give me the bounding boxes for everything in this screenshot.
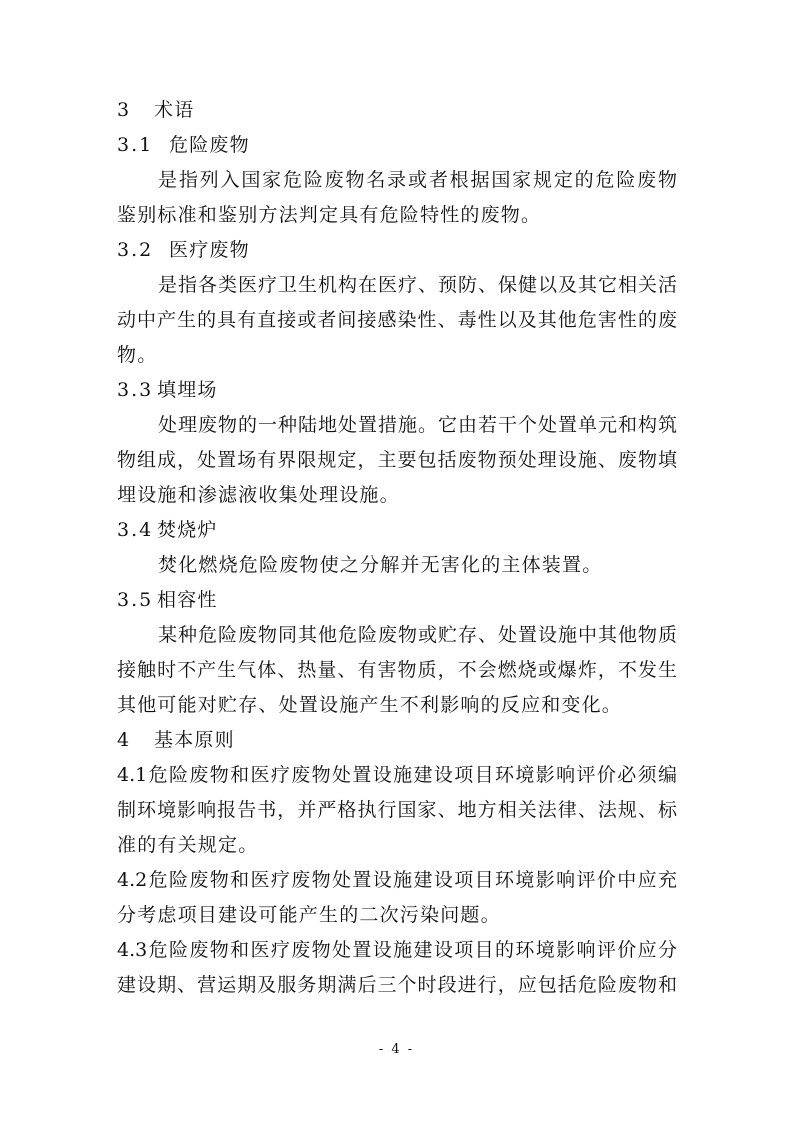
paragraph-line: 鉴别标准和鉴别方法判定具有危险特性的废物。 <box>117 204 542 226</box>
paragraph-line: 焚化燃烧危险废物使之分解并无害化的主体装置。 <box>158 554 603 576</box>
paragraph-line: 4.2危险废物和医疗废物处置设施建设项目环境影响评价中应充 <box>117 869 677 891</box>
paragraph-line: 是指列入国家危险废物名录或者根据国家规定的危险废物 <box>158 169 677 191</box>
section-title: 填埋场 <box>157 379 218 401</box>
paragraph-line: 其他可能对贮存、处置设施产生不利影响的反应和变化。 <box>117 694 623 716</box>
section-title: 危险废物 <box>169 134 250 156</box>
section-3-3-heading <box>117 378 677 402</box>
section-4-heading <box>117 728 677 752</box>
paragraph-line: 接触时不产生气体、热量、有害物质，不会燃烧或爆炸，不发生 <box>117 659 677 681</box>
section-number: 3.3 <box>117 379 154 401</box>
section-3-heading <box>117 98 677 122</box>
section-3-5-heading <box>117 588 677 612</box>
paragraph-line: 物。 <box>117 344 158 366</box>
section-number: 3 <box>117 99 132 121</box>
paragraph-line: 4.1危险废物和医疗废物处置设施建设项目环境影响评价必须编 <box>117 764 677 786</box>
section-title: 基本原则 <box>154 729 235 751</box>
paragraph-line: 处理废物的一种陆地处置措施。它由若干个处置单元和构筑 <box>158 414 677 436</box>
paragraph-line: 埋设施和渗滤液收集处理设施。 <box>117 484 400 506</box>
section-3-2-heading <box>117 238 677 262</box>
page-number: - 4 - <box>378 1042 415 1057</box>
section-title: 术语 <box>154 99 195 121</box>
paragraph-line: 准的有关规定。 <box>117 834 259 856</box>
section-title: 医疗废物 <box>169 239 250 261</box>
paragraph-line: 动中产生的具有直接或者间接感染性、毒性以及其他危害性的废 <box>117 309 677 331</box>
section-3-4-heading <box>117 518 677 542</box>
section-number: 3.4 <box>117 519 154 541</box>
section-title: 相容性 <box>157 589 218 611</box>
section-number: 3.1 <box>117 134 154 156</box>
section-3-1-heading <box>117 133 677 157</box>
paragraph-line: 制环境影响报告书，并严格执行国家、地方相关法律、法规、标 <box>117 799 677 821</box>
section-number: 3.2 <box>117 239 154 261</box>
paragraph-line: 分考虑项目建设可能产生的二次污染问题。 <box>117 904 501 926</box>
paragraph-line: 物组成，处置场有界限规定，主要包括废物预处理设施、废物填 <box>117 449 677 471</box>
paragraph-line: 是指各类医疗卫生机构在医疗、预防、保健以及其它相关活 <box>158 274 677 296</box>
paragraph-line: 建设期、营运期及服务期满后三个时段进行，应包括危险废物和 <box>117 974 677 996</box>
section-title: 焚烧炉 <box>157 519 218 541</box>
paragraph-line: 某种危险废物同其他危险废物或贮存、处置设施中其他物质 <box>158 624 677 646</box>
section-number: 3.5 <box>117 589 154 611</box>
section-number: 4 <box>117 729 132 751</box>
paragraph-line: 4.3危险废物和医疗废物处置设施建设项目的环境影响评价应分 <box>117 939 677 961</box>
